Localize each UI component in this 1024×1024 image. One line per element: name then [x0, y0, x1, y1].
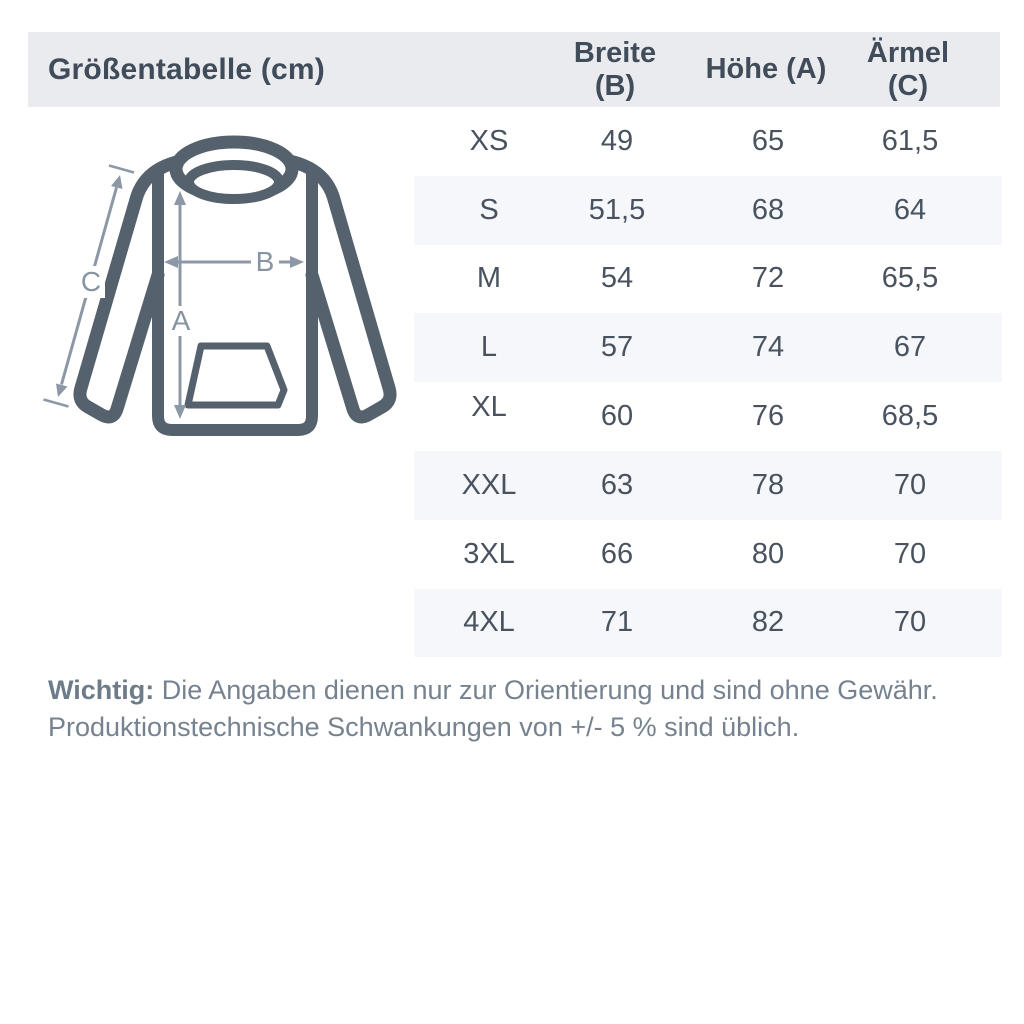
table-row: [414, 589, 1002, 658]
cell-size: [414, 538, 564, 571]
cell-size-value: L: [480, 331, 498, 364]
header-bar: [28, 32, 1000, 107]
cell-size: [414, 391, 564, 433]
arrow-b-head-right: [290, 256, 304, 268]
cell-aermel: [866, 606, 1002, 639]
arrow-b-head-left: [164, 256, 178, 268]
footer-note-line1: [48, 672, 968, 709]
arrow-c-tick-bottom: [44, 400, 69, 407]
cell-size: [414, 331, 564, 364]
cell-aermel: [866, 538, 1002, 571]
cell-breite-value: 66: [600, 537, 634, 570]
cell-aermel-value: 70: [893, 468, 927, 501]
cell-size-value: 4XL: [463, 606, 515, 639]
arrow-a-head-bottom: [174, 405, 186, 419]
cell-hoehe: [670, 262, 866, 295]
column-headers: [412, 37, 1000, 103]
cell-breite: [564, 125, 670, 158]
cell-size: [414, 469, 564, 502]
cell-hoehe: [670, 194, 866, 227]
arrow-a-head-top: [174, 191, 186, 205]
cell-size-value: M: [476, 262, 502, 295]
cell-breite-value: 57: [600, 331, 634, 364]
hood-inner-collar: [189, 165, 279, 199]
cell-hoehe-value: 78: [751, 468, 785, 501]
cell-hoehe: [670, 538, 866, 571]
footer-note-text2: Produktionstechnische Schwankungen von +/- 5 % sind üblich.: [48, 712, 800, 742]
table-row: [414, 245, 1002, 314]
footer-note-text1: Die Angaben dienen nur zur Orientierung und sind ohne Gewähr.: [154, 675, 938, 705]
cell-size-value: S: [479, 193, 499, 226]
cell-hoehe-value: 72: [751, 262, 785, 295]
cell-breite: [564, 194, 670, 227]
cell-breite-value: 51,5: [588, 193, 646, 226]
table-row: [414, 107, 1002, 176]
column-header-breite: Breite (B): [573, 36, 657, 102]
hoodie-hood: [176, 142, 292, 199]
arrow-c-head-top: [111, 175, 123, 189]
cell-hoehe: [670, 125, 866, 158]
cell-breite-value: 63: [600, 468, 634, 501]
cell-hoehe-value: 68: [751, 193, 785, 226]
cell-hoehe-value: 76: [751, 400, 785, 433]
cell-size-value: XS: [469, 124, 509, 157]
cell-hoehe-value: 80: [751, 537, 785, 570]
cell-hoehe-value: 82: [751, 606, 785, 639]
column-header-aermel: Ärmel (C): [866, 36, 950, 102]
cell-hoehe: [670, 400, 866, 433]
cell-aermel-value: 68,5: [881, 400, 939, 433]
cell-size-value: XL: [471, 391, 507, 424]
cell-breite: [564, 538, 670, 571]
cell-breite-value: 54: [600, 262, 634, 295]
cell-hoehe-value: 74: [751, 331, 785, 364]
dimension-label-b: B: [255, 246, 275, 277]
arrow-c-head-bottom: [56, 384, 68, 398]
cell-aermel: [866, 331, 1002, 364]
cell-hoehe: [670, 606, 866, 639]
cell-hoehe: [670, 469, 866, 502]
cell-aermel-value: 70: [893, 606, 927, 639]
dimension-label-c: C: [80, 266, 102, 297]
cell-size: [414, 606, 564, 639]
cell-aermel: [866, 194, 1002, 227]
hoodie-pocket: [188, 346, 284, 405]
cell-breite-value: 71: [600, 606, 634, 639]
cell-breite-value: 60: [600, 400, 634, 433]
dimension-label-a: A: [171, 305, 191, 336]
footer-note-emphasis: Wichtig:: [48, 675, 155, 705]
cell-size-value: XXL: [461, 468, 517, 501]
footer-note-line2: [48, 709, 968, 746]
cell-aermel-value: 70: [893, 537, 927, 570]
cell-aermel-value: 65,5: [881, 262, 939, 295]
table-row: [414, 313, 1002, 382]
cell-size: [414, 262, 564, 295]
cell-hoehe-value: 65: [751, 124, 785, 157]
table-row: [414, 382, 1002, 451]
cell-breite-value: 49: [600, 124, 634, 157]
column-header-hoehe: Höhe (A): [705, 53, 827, 85]
hoodie-right-sleeve: [267, 158, 390, 417]
page-title: Größentabelle (cm): [48, 52, 325, 86]
table-row: [414, 520, 1002, 589]
hoodie-illustration-svg: [40, 120, 420, 460]
size-table: [414, 107, 1002, 657]
cell-breite: [564, 400, 670, 433]
table-row: [414, 176, 1002, 245]
cell-breite: [564, 262, 670, 295]
cell-size-value: 3XL: [463, 537, 515, 570]
table-row: [414, 451, 1002, 520]
cell-breite: [564, 331, 670, 364]
cell-aermel: [866, 125, 1002, 158]
cell-aermel: [866, 262, 1002, 295]
cell-breite: [564, 606, 670, 639]
cell-aermel: [866, 400, 1002, 433]
cell-aermel: [866, 469, 1002, 502]
cell-aermel-value: 61,5: [881, 124, 939, 157]
cell-size: [414, 125, 564, 158]
cell-hoehe: [670, 331, 866, 364]
cell-aermel-value: 64: [893, 193, 927, 226]
cell-breite: [564, 469, 670, 502]
footer-note: [48, 672, 968, 746]
hoodie-diagram: [40, 120, 420, 460]
cell-size: [414, 194, 564, 227]
cell-aermel-value: 67: [893, 331, 927, 364]
arrow-c-tick-top: [109, 166, 134, 173]
